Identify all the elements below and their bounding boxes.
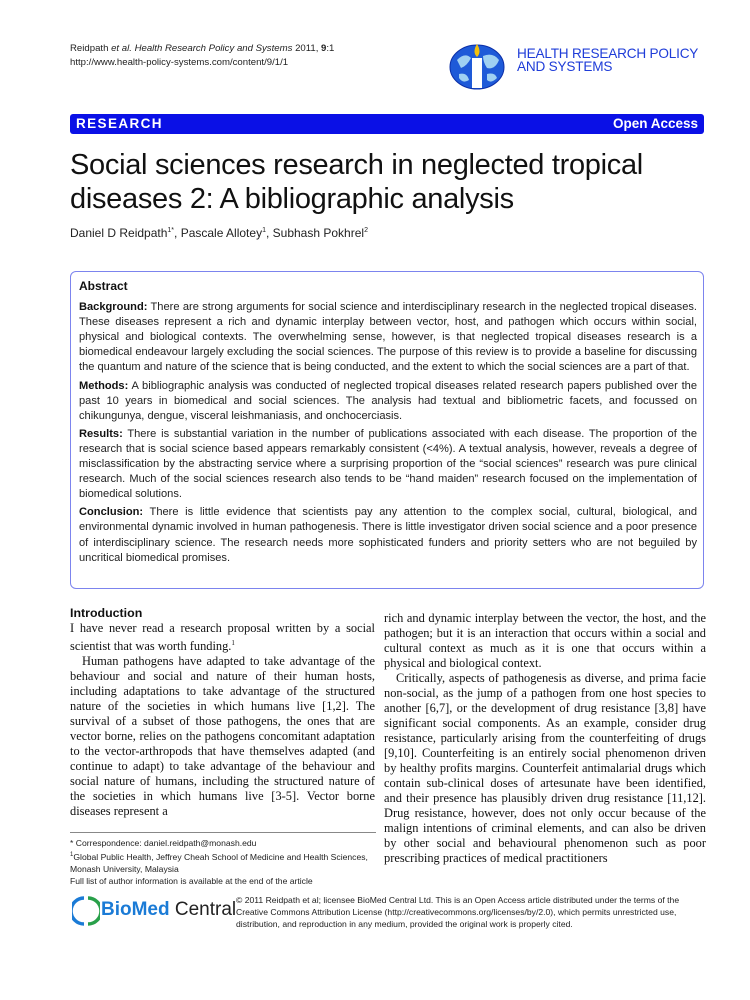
article-title: Social sciences research in neglected tropical diseases 2: A bibliographic analysis [70,149,643,215]
section-banner [70,114,704,134]
abstract-box [70,271,704,589]
body-paragraph: rich and dynamic interplay between the vector, the host, and the pathogen; but it is an interaction that occurs within a social and cultural context as much as it is one that occurs within a physical and biological context. [384,611,706,670]
body-paragraph: Human pathogens have adapted to take advantage of the behaviour and social and nature of their human hosts, including adaptations to take advantage of the structured nature of the societies in which humans live [1,2]. The survival of a subset of those pathogens, the ones that are vector borne, relies on the pathogens concomitant adaptation to the vector-arthropods that have themselves adapted (and continue to adapt) to take advantage of the behaviour and social nature of humans, including the structured nature of the societies in which humans live [3-5]. Vector borne diseases represent a [70,654,375,819]
correspondence[interactable]: * Correspondence: daniel.reidpath@monash.edu [70,838,257,848]
journal-name-line1: HEALTH RESEARCH POLICY [517,46,699,61]
cite-issue: :1 [326,43,335,54]
open-access-badge: Open Access [612,116,698,131]
abstract-conclusion: Conclusion: There is little evidence that scientists pay any attention to the complex social, cultural, biological, and environmental dynamic involved in human pathogenesis. There is little investigator driven social science and a poor presence of interdisciplinary science. The research needs more sophisticated funders and priority setters who are not beguiled by uncritical biomedical promises. [79,506,697,564]
affiliation: $^1$Global Public Health, Jeffrey Cheah School of Medicine and Health Sciences, Monash University, Malaysia [70,851,368,874]
author-list: Daniel D Reidpath$^{1*}$, Pascale Allotey$^1$, Subhash Pokhrel$^2$ [70,226,368,240]
cite-journal: Health Research Policy and Systems [134,43,293,54]
journal-name-line2: AND SYSTEMS [517,59,613,74]
bmc-ring-icon [72,894,100,928]
body-column-right [384,611,706,866]
journal-name [517,47,698,73]
biomed-central-logo [72,894,237,928]
cite-year: 2011, [295,43,319,54]
bmc-wordmark: BioMed Central [101,899,237,920]
abstract-methods: Methods: A bibliographic analysis was conducted of neglected tropical diseases related research papers published over the past 10 years in biomedical and social sciences. The analysis had textual and bibliometric facets, and focussed on chikungunya, dengue, visceral leishmaniasis, and onchocerciasis. [79,379,697,422]
introduction-heading: Introduction [70,606,143,620]
journal-logo [447,40,717,92]
author[interactable]: Daniel D Reidpath$^{1*}$ [70,226,175,240]
body-paragraph: Critically, aspects of pathogenesis as diverse, and prima facie non-social, as the jump of a pathogen from one host species to another [6,7], or the development of drug resistance [3,8] have significant social components. As an example, consider drug resistance, particularly arising from the counterfeiting of drugs [9,10]. Counterfeiting is an entirely social phenomenon driven by healthy profits margins. Counterfeit antimalarial drugs which contain sub-clinical doses of artesunate have been identified, and their presence has plausibly driven drug resistance [11,12]. Drug resistance, however, does not only occur because of the malign intentions of criminal elements, and can also be driven by other social and behavioural phenomenon such as poor prescribing practices of medical practitioners [384,671,706,865]
citation-line [70,42,334,56]
epigraph: I have never read a research proposal written by a social scientist that was worth funding.$^1$ [70,621,375,654]
author[interactable]: Subhash Pokhrel$^2$ [272,226,368,240]
license-text: © 2011 Reidpath et al; licensee BioMed Central Ltd. This is an Open Access article distributed under the terms of the Creative Commons Attribution License (http://creativecommons.org/licenses/by/2.0), which permits unrestricted use, distribution, and reproduction in any medium, provided the original work is properly cited. [236,895,680,929]
abstract-background: Background: There are strong arguments for social science and interdisciplinary research in the neglected tropical diseases. These diseases represent a rich and dynamic interplay between vector, host, and pathogen which occurs within social, physical and biological contexts. The overwhelming sense, however, is that neglected tropical diseases research is a biomedical endeavour largely excluding the social sciences. The purpose of this review is to provide a baseline for discussing the quantum and nature of the science that is being conducted, and the extent to which the social sciences are a part of that. [79,301,697,374]
citation-header [70,42,334,70]
footnotes [70,832,376,887]
abstract-results: Results: There is substantial variation in the number of publications associated with each disease. The proportion of the research that is social science based appears remarkably consistent (<4%). A textual analysis, however, reveals a degree of misclassification by the abstracting service where a surprising proportion of the “social sciences” research was pure clinical research. Much of the social sciences research also tends to be “hand maiden” research focused on the implementation of biomedical solutions. [79,427,697,501]
section-label: RESEARCH [76,116,163,131]
article-url[interactable]: http://www.health-policy-systems.com/content/9/1/1 [70,57,289,68]
cite-volume: 9 [321,43,327,54]
body-column-left [70,606,375,819]
globe-candle-icon [447,40,509,92]
author-info-note: Full list of author information is available at the end of the article [70,875,313,886]
epigraph-note[interactable]: 1 [231,639,235,647]
cite-author: Reidpath [70,43,109,54]
author[interactable]: Pascale Allotey$^1$ [180,226,266,240]
cite-etal: et al. [111,43,132,54]
abstract-heading: Abstract [79,279,128,293]
